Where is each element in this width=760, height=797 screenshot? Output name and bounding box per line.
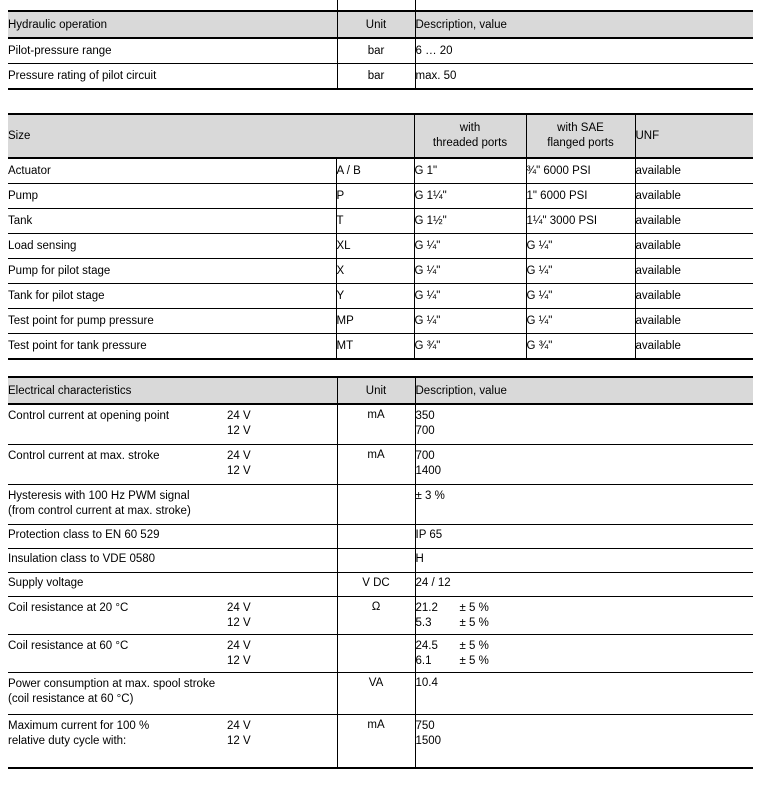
sae-port-cell: G ¼" — [526, 234, 635, 259]
table-row — [8, 714, 753, 768]
table-row — [8, 334, 753, 360]
header-unit: Unit — [337, 11, 415, 38]
unf-cell: available — [635, 284, 753, 309]
header-description: Description, value — [415, 377, 753, 404]
unit-cell — [337, 634, 415, 672]
value-cell: 6 … 20 — [415, 38, 753, 64]
row-label: Power consumption at max. spool stroke (coil resistance at 60 °C) — [8, 677, 216, 705]
table-header-row — [8, 11, 753, 38]
value-cell: 21.2 ± 5 % 5.3 ± 5 % — [415, 596, 753, 634]
size-ports-table — [8, 113, 753, 360]
table-row — [8, 524, 753, 548]
value-cell: 750 1500 — [415, 714, 753, 768]
value-cell: ± 3 % — [415, 484, 753, 524]
threaded-port-cell: G ¾" — [414, 334, 526, 360]
header-electrical-characteristics: Electrical characteristics — [8, 377, 337, 404]
voltage-variant-label: 24 V — [227, 639, 251, 652]
sae-port-cell: G ¼" — [526, 259, 635, 284]
port-code-cell: T — [336, 209, 414, 234]
voltage-variant-label: 12 V — [227, 425, 251, 437]
unit-cell: bar — [337, 64, 415, 90]
row-label: Pump — [8, 190, 39, 202]
port-code-cell: MP — [336, 309, 414, 334]
sae-port-cell: 1¼" 3000 PSI — [526, 209, 635, 234]
unit-cell: mA — [337, 404, 415, 444]
row-label: Hysteresis with 100 Hz PWM signal (from control current at max. stroke) — [8, 489, 191, 517]
unit-cell — [337, 484, 415, 524]
port-code-cell: X — [336, 259, 414, 284]
table-row — [8, 404, 753, 444]
unit-cell: mA — [337, 444, 415, 484]
unf-cell: available — [635, 234, 753, 259]
table-row — [8, 259, 753, 284]
row-label: Test point for tank pressure — [8, 340, 147, 352]
table-header-row — [8, 377, 753, 404]
column-rule-stub — [415, 0, 416, 11]
threaded-port-cell: G 1¼" — [414, 184, 526, 209]
voltage-variant-label: 12 V — [227, 464, 251, 477]
row-label: Load sensing — [8, 240, 77, 252]
tolerance-value: ± 5 % — [459, 639, 489, 652]
unit-cell: mA — [337, 714, 415, 768]
header-hydraulic-operation: Hydraulic operation — [8, 11, 337, 38]
threaded-port-cell: G ¼" — [414, 309, 526, 334]
table-row — [8, 184, 753, 209]
threaded-port-cell: G 1" — [414, 158, 526, 184]
threaded-port-cell: G ¼" — [414, 234, 526, 259]
header-unit: Unit — [337, 377, 415, 404]
table-row — [8, 672, 753, 714]
header-description: Description, value — [415, 11, 753, 38]
value-cell: 350 700 — [415, 404, 753, 444]
column-rule-stub — [337, 0, 338, 11]
row-label: Supply voltage — [8, 576, 84, 589]
table-row — [8, 444, 753, 484]
row-label: Control current at max. stroke 24 V 12 V — [8, 449, 251, 477]
threaded-port-cell: G ¼" — [414, 259, 526, 284]
table-row — [8, 548, 753, 572]
row-label: Test point for pump pressure — [8, 315, 154, 327]
row-label: Tank for pilot stage — [8, 290, 105, 302]
port-code-cell: MT — [336, 334, 414, 360]
unf-cell: available — [635, 259, 753, 284]
row-label: Protection class to EN 60 529 — [8, 528, 160, 541]
threaded-port-cell: G 1½" — [414, 209, 526, 234]
unit-cell: Ω — [337, 596, 415, 634]
sae-port-cell: G ¾" — [526, 334, 635, 360]
unf-cell: available — [635, 334, 753, 360]
row-label: Insulation class to VDE 0580 — [8, 552, 156, 565]
port-code-cell: Y — [336, 284, 414, 309]
row-label: Tank — [8, 215, 33, 227]
row-label: Pilot-pressure range — [8, 45, 112, 57]
table-row — [8, 309, 753, 334]
value-cell: max. 50 — [415, 64, 753, 90]
tolerance-value: ± 5 % — [459, 601, 489, 614]
row-label: Maximum current for 100 % 24 V relative duty cycle with: 12 V — [8, 719, 251, 747]
sae-port-cell: ¾" 6000 PSI — [526, 158, 635, 184]
sae-port-cell: G ¼" — [526, 284, 635, 309]
unit-cell: V DC — [337, 572, 415, 596]
table-row — [8, 484, 753, 524]
header-sae-flanged-ports: with SAE flanged ports — [526, 114, 635, 158]
sae-port-cell: G ¼" — [526, 309, 635, 334]
row-label: Actuator — [8, 165, 51, 177]
table-row — [8, 284, 753, 309]
table-row — [8, 596, 753, 634]
voltage-variant-label: 24 V — [227, 449, 251, 462]
value-cell: IP 65 — [415, 524, 753, 548]
row-label: Pressure rating of pilot circuit — [8, 70, 157, 82]
table-row — [8, 572, 753, 596]
voltage-variant-label: 24 V — [227, 601, 251, 614]
port-code-cell: XL — [336, 234, 414, 259]
hydraulic-operation-table — [8, 10, 753, 90]
table-row — [8, 158, 753, 184]
port-code-cell: P — [336, 184, 414, 209]
voltage-variant-label: 24 V — [227, 410, 251, 422]
sae-port-cell: 1" 6000 PSI — [526, 184, 635, 209]
electrical-characteristics-table — [8, 376, 753, 769]
threaded-port-cell: G ¼" — [414, 284, 526, 309]
tolerance-value: ± 5 % — [459, 654, 489, 667]
row-label: Coil resistance at 20 °C 24 V 12 V — [8, 601, 251, 629]
unf-cell: available — [635, 158, 753, 184]
value-cell: 10.4 — [415, 672, 753, 714]
unf-cell: available — [635, 184, 753, 209]
value-cell: 24 / 12 — [415, 572, 753, 596]
value-cell: H — [415, 548, 753, 572]
header-threaded-ports: with threaded ports — [414, 114, 526, 158]
row-label: Coil resistance at 60 °C 24 V 12 V — [8, 639, 251, 667]
port-code-cell: A / B — [336, 158, 414, 184]
table-row — [8, 38, 753, 64]
value-cell: 700 1400 — [415, 444, 753, 484]
voltage-variant-label: 12 V — [227, 654, 251, 667]
value-cell: 24.5 ± 5 % 6.1 ± 5 % — [415, 634, 753, 672]
unf-cell: available — [635, 309, 753, 334]
header-unf: UNF — [635, 114, 753, 158]
voltage-variant-label: 12 V — [227, 734, 251, 747]
tolerance-value: ± 5 % — [459, 616, 489, 629]
row-label: Control current at opening point 24 V 12 V — [8, 410, 251, 437]
unf-cell: available — [635, 209, 753, 234]
unit-cell: VA — [337, 672, 415, 714]
table-row — [8, 64, 753, 90]
unit-cell — [337, 524, 415, 548]
row-label: Pump for pilot stage — [8, 265, 111, 277]
table-header-row — [8, 114, 753, 158]
unit-cell: bar — [337, 38, 415, 64]
table-row — [8, 209, 753, 234]
unit-cell — [337, 548, 415, 572]
table-row — [8, 234, 753, 259]
voltage-variant-label: 12 V — [227, 616, 251, 629]
voltage-variant-label: 24 V — [227, 719, 251, 732]
table-row — [8, 634, 753, 672]
header-size: Size — [8, 114, 414, 158]
